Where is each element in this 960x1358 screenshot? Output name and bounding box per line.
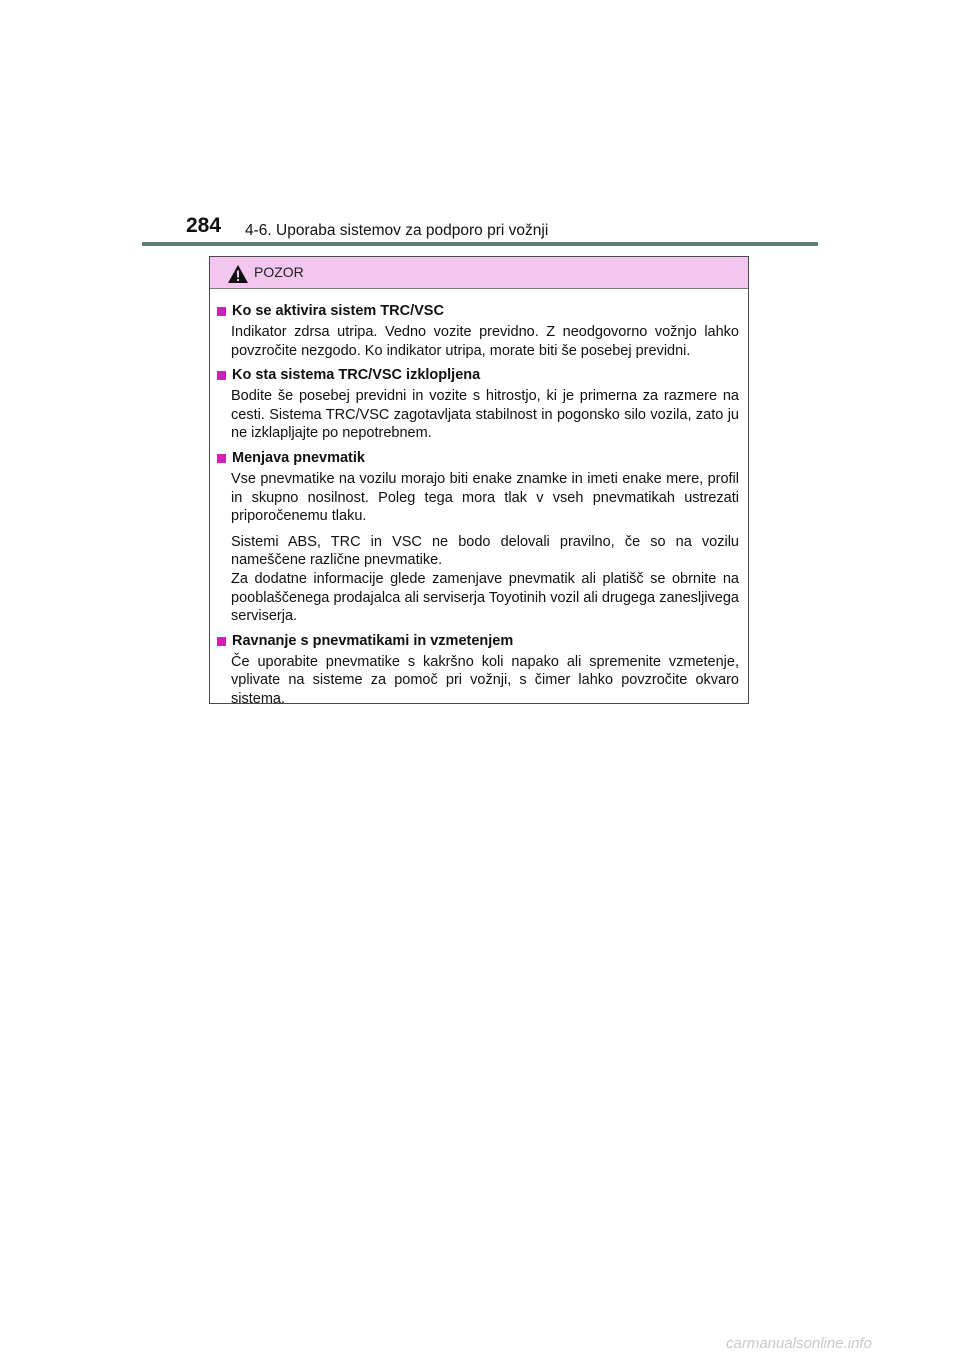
item-heading-text: Ko se aktivira sistem TRC/VSC	[232, 303, 444, 319]
caution-item	[217, 449, 739, 626]
caution-box	[209, 256, 749, 707]
square-bullet-icon	[217, 371, 226, 380]
item-paragraph: Sistemi ABS, TRC in VSC ne bodo delovali pravilno, če so na vozilu nameščene različne pnevmatike. Za dodatne informacije glede zamenjave pnevmatik ali platišč se obrnite na pooblaščenega prodajalca ali serviserja Toyotinih vozil ali drugega zanesljivega serviserja.	[231, 533, 739, 625]
item-paragraph: Če uporabite pnevmatike s kakršno koli napako ali spremenite vzmetenje, vplivate na sisteme za pomoč pri vožnji, s čimer lahko povzročite okvaro sistema.	[231, 653, 739, 707]
caution-header	[210, 257, 748, 289]
header-rule	[142, 242, 818, 246]
item-heading	[217, 302, 739, 321]
item-heading-text: Menjava pnevmatik	[232, 449, 365, 466]
item-heading	[217, 449, 739, 468]
footer-watermark: carmanualsonline.info	[726, 1335, 872, 1352]
square-bullet-icon	[217, 637, 226, 646]
page-number: 284	[186, 214, 222, 237]
caution-item	[217, 632, 739, 709]
caution-item	[217, 366, 739, 443]
warning-triangle-icon	[227, 264, 249, 284]
square-bullet-icon	[217, 307, 226, 316]
item-heading	[217, 366, 739, 385]
item-paragraph: Vse pnevmatike na vozilu morajo biti enake znamke in imeti enake mere, profil in skupno nosilnost. Poleg tega mora tlak v vseh pnevmatikah ustrezati priporočenemu tlaku.	[231, 470, 739, 525]
caution-body	[210, 289, 748, 709]
item-paragraph: Bodite še posebej previdni in vozite s hitrostjo, ki je primerna za razmere na cesti. Sistema TRC/VSC zagotavljata stabilnost in pogonsko silo vozila, zato ju ne izklapljajte po nepotrebnem.	[231, 388, 739, 442]
item-heading-text: Ko sta sistema TRC/VSC izklopljena	[232, 367, 481, 384]
item-heading-text: Ravnanje s pnevmatikami in vzmetenjem	[232, 632, 514, 649]
square-bullet-icon	[217, 454, 226, 463]
caution-title: POZOR	[254, 264, 304, 280]
section-title: 4-6. Uporaba sistemov za podporo pri vožnji	[245, 222, 549, 239]
item-heading	[217, 632, 739, 651]
caution-item	[217, 302, 739, 360]
item-paragraph: Indikator zdrsa utripa. Vedno vozite previdno. Z neodgovorno vožnjo lahko povzročite nezgodo. Ko indikator utripa, morate biti še posebej previdni.	[231, 324, 739, 359]
